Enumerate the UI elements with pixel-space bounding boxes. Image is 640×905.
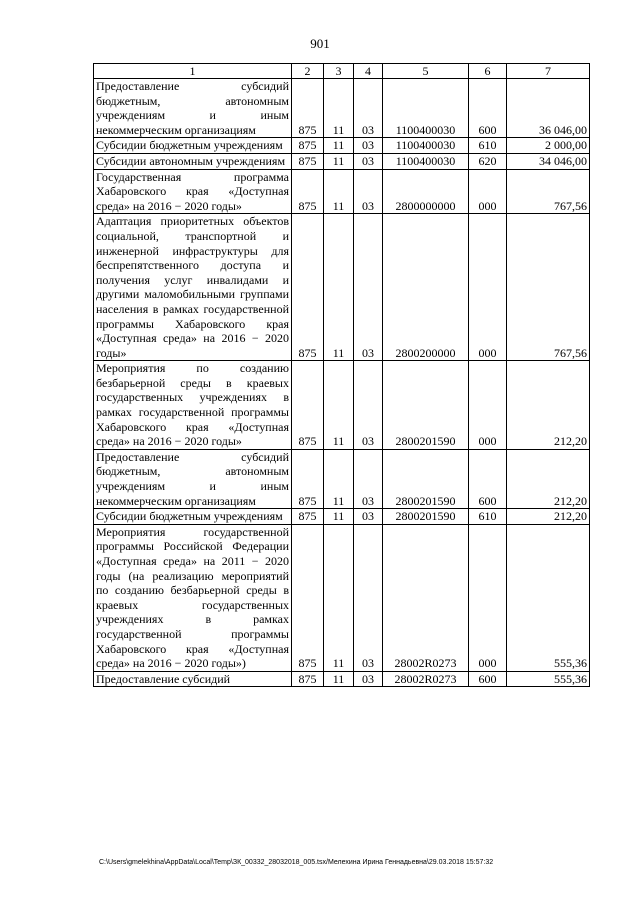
column-header: 6 (469, 64, 507, 79)
row-amount-cell: 212,20 (507, 509, 590, 525)
row-expense-type-cell: 600 (469, 671, 507, 687)
row-subsection-cell: 03 (354, 214, 383, 361)
row-expense-type-cell: 000 (469, 169, 507, 214)
row-expense-type-cell: 000 (469, 524, 507, 671)
row-section-cell: 11 (324, 138, 354, 154)
row-code-cell: 875 (292, 214, 324, 361)
row-section-cell: 11 (324, 169, 354, 214)
row-name-cell: Субсидии автономным учреждениям (94, 153, 292, 169)
row-target-item-cell: 28002R0273 (383, 671, 469, 687)
row-section-cell: 11 (324, 79, 354, 138)
column-header: 4 (354, 64, 383, 79)
column-header: 3 (324, 64, 354, 79)
row-expense-type-cell: 620 (469, 153, 507, 169)
row-name-cell: Мероприятия по созданию безбарьерной среды в краевых государственных учреждениях в рамках государственной программы Хабаровского края «Доступная среда» на 2016 − 2020 годы» (94, 361, 292, 450)
row-target-item-cell: 2800200000 (383, 214, 469, 361)
row-target-item-cell: 28002R0273 (383, 524, 469, 671)
table-row (94, 79, 590, 138)
table-row (94, 509, 590, 525)
table-row (94, 169, 590, 214)
row-target-item-cell: 1100400030 (383, 138, 469, 154)
row-code-cell: 875 (292, 169, 324, 214)
row-section-cell: 11 (324, 214, 354, 361)
row-code-cell: 875 (292, 153, 324, 169)
row-amount-cell: 36 046,00 (507, 79, 590, 138)
file-path-footer: C:\Users\gmelekhina\AppData\Local\Temp\ЗК_00332_28032018_005.tsx/Мелехина Ирина Геннадьевна\29.03.2018 15:57:32 (99, 859, 494, 866)
row-section-cell: 11 (324, 509, 354, 525)
column-header: 7 (507, 64, 590, 79)
row-amount-cell: 555,36 (507, 671, 590, 687)
row-code-cell: 875 (292, 509, 324, 525)
row-expense-type-cell: 000 (469, 214, 507, 361)
table-row (94, 524, 590, 671)
row-code-cell: 875 (292, 524, 324, 671)
row-section-cell: 11 (324, 153, 354, 169)
row-target-item-cell: 2800000000 (383, 169, 469, 214)
row-amount-cell: 34 046,00 (507, 153, 590, 169)
row-code-cell: 875 (292, 671, 324, 687)
row-amount-cell: 555,36 (507, 524, 590, 671)
row-expense-type-cell: 600 (469, 79, 507, 138)
column-header: 2 (292, 64, 324, 79)
row-name-cell: Предоставление субсидий бюджетным, автономным учреждениям и иным некоммерческим организациям (94, 79, 292, 138)
row-name-cell: Предоставление субсидий бюджетным, автономным учреждениям и иным некоммерческим организациям (94, 449, 292, 508)
row-code-cell: 875 (292, 361, 324, 450)
row-subsection-cell: 03 (354, 671, 383, 687)
table-row (94, 153, 590, 169)
row-section-cell: 11 (324, 524, 354, 671)
row-name-cell: Мероприятия государственной программы Российской Федерации «Доступная среда» на 2011 − 2020 годы (на реализацию мероприятий по созданию безбарьерной среды в краевых государственных учреждениях в рамках государственной программы Хабаровского края «Доступная среда» на 2016 − 2020 годы») (94, 524, 292, 671)
row-name-cell: Государственная программа Хабаровского края «Доступная среда» на 2016 − 2020 годы» (94, 169, 292, 214)
row-amount-cell: 767,56 (507, 169, 590, 214)
row-amount-cell: 212,20 (507, 361, 590, 450)
budget-table (93, 63, 590, 687)
row-target-item-cell: 1100400030 (383, 79, 469, 138)
row-section-cell: 11 (324, 671, 354, 687)
row-expense-type-cell: 000 (469, 361, 507, 450)
row-section-cell: 11 (324, 361, 354, 450)
row-name-cell: Предоставление субсидий (94, 671, 292, 687)
row-target-item-cell: 2800201590 (383, 361, 469, 450)
row-expense-type-cell: 600 (469, 449, 507, 508)
row-amount-cell: 212,20 (507, 449, 590, 508)
row-expense-type-cell: 610 (469, 138, 507, 154)
row-code-cell: 875 (292, 79, 324, 138)
row-subsection-cell: 03 (354, 169, 383, 214)
row-name-cell: Субсидии бюджетным учреждениям (94, 138, 292, 154)
table-row (94, 449, 590, 508)
table-header-row (94, 64, 590, 79)
row-target-item-cell: 1100400030 (383, 153, 469, 169)
row-subsection-cell: 03 (354, 79, 383, 138)
row-subsection-cell: 03 (354, 449, 383, 508)
column-header: 1 (94, 64, 292, 79)
row-code-cell: 875 (292, 449, 324, 508)
page-number: 901 (310, 36, 330, 51)
row-expense-type-cell: 610 (469, 509, 507, 525)
table-row (94, 138, 590, 154)
row-subsection-cell: 03 (354, 509, 383, 525)
row-code-cell: 875 (292, 138, 324, 154)
row-amount-cell: 2 000,00 (507, 138, 590, 154)
column-header: 5 (383, 64, 469, 79)
row-target-item-cell: 2800201590 (383, 449, 469, 508)
row-amount-cell: 767,56 (507, 214, 590, 361)
table-row (94, 361, 590, 450)
table-row (94, 214, 590, 361)
row-subsection-cell: 03 (354, 524, 383, 671)
row-name-cell: Адаптация приоритетных объектов социальной, транспортной и инженерной инфраструктуры для беспрепятственного доступа и получения услуг инвалидами и другими маломобильными группами населения в рамках государственной программы Хабаровского края «Доступная среда» на 2016 − 2020 годы» (94, 214, 292, 361)
table-row (94, 671, 590, 687)
row-name-cell: Субсидии бюджетным учреждениям (94, 509, 292, 525)
row-subsection-cell: 03 (354, 153, 383, 169)
row-target-item-cell: 2800201590 (383, 509, 469, 525)
row-subsection-cell: 03 (354, 138, 383, 154)
row-subsection-cell: 03 (354, 361, 383, 450)
row-section-cell: 11 (324, 449, 354, 508)
